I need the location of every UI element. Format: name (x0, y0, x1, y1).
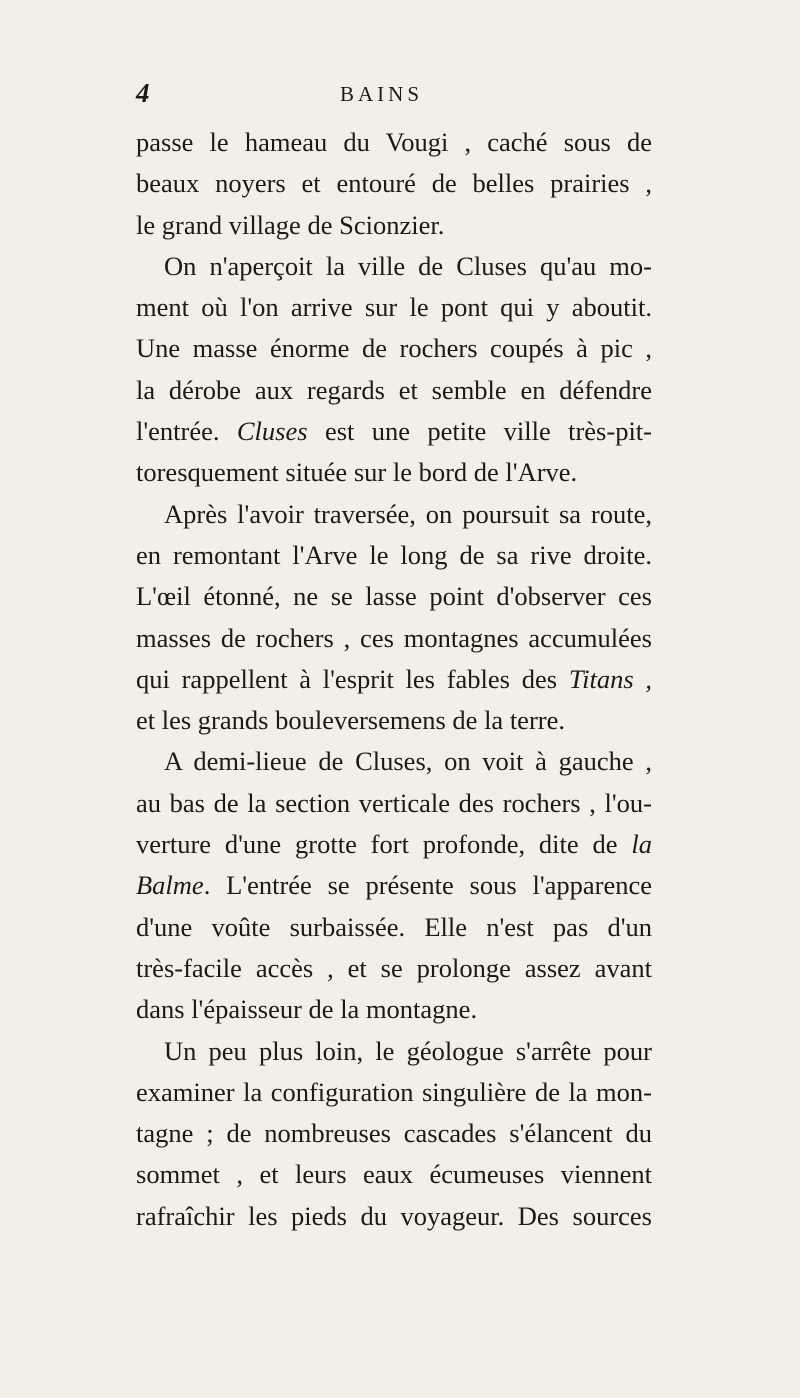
text-run: beaux noyers et entouré de belles prairies , (136, 168, 652, 199)
text-line (136, 741, 652, 782)
text-line (136, 535, 652, 576)
text-line (136, 989, 652, 1030)
text-run: le grand village de Scionzier. (136, 209, 445, 240)
text-line (136, 452, 652, 493)
text-run: Après l'avoir traversée, on poursuit sa route, (164, 498, 652, 529)
text-run: l'entrée. (136, 416, 237, 447)
italic-text: Balme (136, 870, 204, 901)
text-run: toresquement située sur le bord de l'Arve. (136, 457, 578, 488)
text-line (136, 205, 652, 246)
text-line (136, 287, 652, 328)
text-run: est une petite ville très-pit- (307, 416, 652, 447)
text-line (136, 1154, 652, 1195)
text-line (136, 411, 652, 452)
page-header (0, 78, 800, 108)
text-run: Une masse énorme de rochers coupés à pic , (136, 333, 652, 364)
italic-text: Cluses (236, 416, 308, 447)
text-run: qui rappellent à l'esprit les fables des (136, 663, 569, 694)
italic-text: la (631, 829, 652, 860)
text-run: On n'aperçoit la ville de Cluses qu'au mo- (164, 250, 652, 281)
text-run: au bas de la section verticale des rochers , l'ou- (136, 787, 652, 818)
text-run: masses de rochers , ces montagnes accumulées (136, 622, 652, 653)
text-line (136, 1031, 652, 1072)
text-line (136, 618, 652, 659)
text-run: en remontant l'Arve le long de sa rive droite. (136, 539, 652, 570)
text-run: verture d'une grotte fort profonde, dite de (136, 829, 632, 860)
text-run: très-facile accès , et se prolonge assez avant (136, 952, 652, 983)
text-run: sommet , et leurs eaux écumeuses viennent (136, 1159, 652, 1190)
text-line (136, 700, 652, 741)
text-run: A demi-lieue de Cluses, on voit à gauche , (164, 746, 652, 777)
running-head: BAINS (340, 82, 424, 106)
text-line (136, 370, 652, 411)
text-run: d'une voûte surbaissée. Elle n'est pas d'un (136, 911, 652, 942)
text-run: et les grands bouleversemens de la terre. (136, 705, 565, 736)
text-line (136, 907, 652, 948)
text-line (136, 246, 652, 287)
text-run: tagne ; de nombreuses cascades s'élancent du (136, 1118, 652, 1149)
text-line (136, 824, 652, 865)
text-run: rafraîchir les pieds du voyageur. Des sources (136, 1200, 652, 1231)
text-line (136, 1072, 652, 1113)
body-text (136, 122, 652, 1237)
text-line (136, 494, 652, 535)
page-number: 4 (136, 78, 150, 108)
text-line (136, 948, 652, 989)
text-run: la dérobe aux regards et semble en défendre (136, 374, 652, 405)
text-line (136, 659, 652, 700)
text-run: examiner la configuration singulière de la mon- (136, 1076, 652, 1107)
text-run: ment où l'on arrive sur le pont qui y aboutit. (136, 292, 652, 323)
text-run: . L'entrée se présente sous l'apparence (203, 870, 652, 901)
text-line (136, 328, 652, 369)
text-line (136, 122, 652, 163)
text-line (136, 1113, 652, 1154)
text-run: dans l'épaisseur de la montagne. (136, 994, 478, 1025)
text-line (136, 865, 652, 906)
italic-text: Titans , (568, 663, 652, 694)
text-run: L'œil étonné, ne se lasse point d'observer ces (136, 581, 652, 612)
text-line (136, 783, 652, 824)
text-line (136, 163, 652, 204)
text-run: passe le hameau du Vougi , caché sous de (136, 127, 652, 157)
text-line (136, 1196, 652, 1237)
text-run: Un peu plus loin, le géologue s'arrête pour (164, 1035, 652, 1066)
text-line (136, 576, 652, 617)
